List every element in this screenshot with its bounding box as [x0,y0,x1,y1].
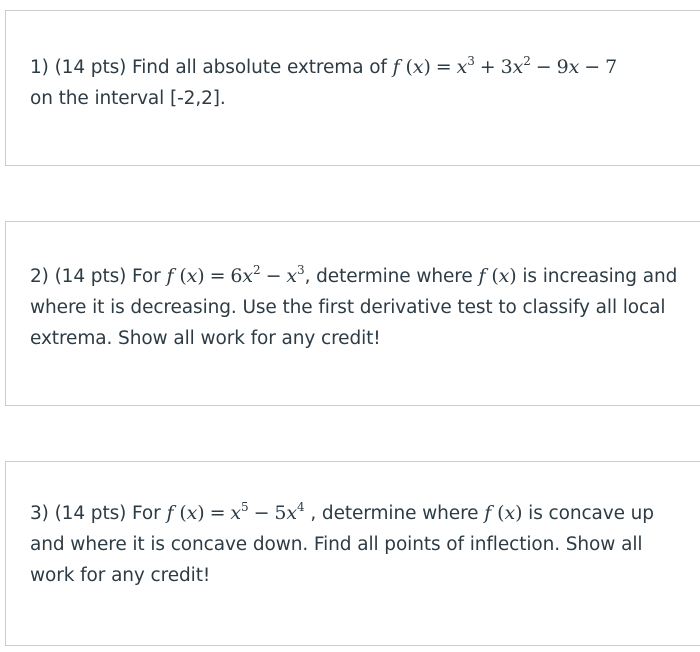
question-2-function: f $(x) = 6x^2 - x^3$ [166,262,305,287]
question-3-function-ref: f (x) [484,502,523,524]
question-1-prefix: 1) (14 pts) Find all absolute extrema of [30,57,387,78]
question-2-prefix: 2) (14 pts) For [30,266,161,287]
question-1-suffix: on the interval [-2,2]. [30,88,226,109]
question-3-suffix: is concave up and where it is concave down. Find all points of inflection. Show all work for any credit! [30,503,654,586]
question-2-middle: , determine where [304,266,473,287]
question-2-function-ref: f (x) [478,265,517,287]
question-1-text [30,52,686,114]
question-1-function: f $(x) = x^3 + 3x^2 - 9x - 7$ [392,53,618,78]
question-3-text [30,498,686,591]
question-3-middle: , determine where [310,503,479,524]
question-1-box [5,10,700,166]
question-3-prefix: 3) (14 pts) For [30,503,161,524]
question-2-suffix: is increasing and where it is decreasing. Use the first derivative test to classify all local extrema. Show all work for any credit! [30,266,678,349]
question-2-text [30,261,686,354]
question-3-function: f $(x) = x^5 - 5x^4$ [166,499,305,524]
question-3-box [5,461,700,646]
question-2-box [5,221,700,406]
